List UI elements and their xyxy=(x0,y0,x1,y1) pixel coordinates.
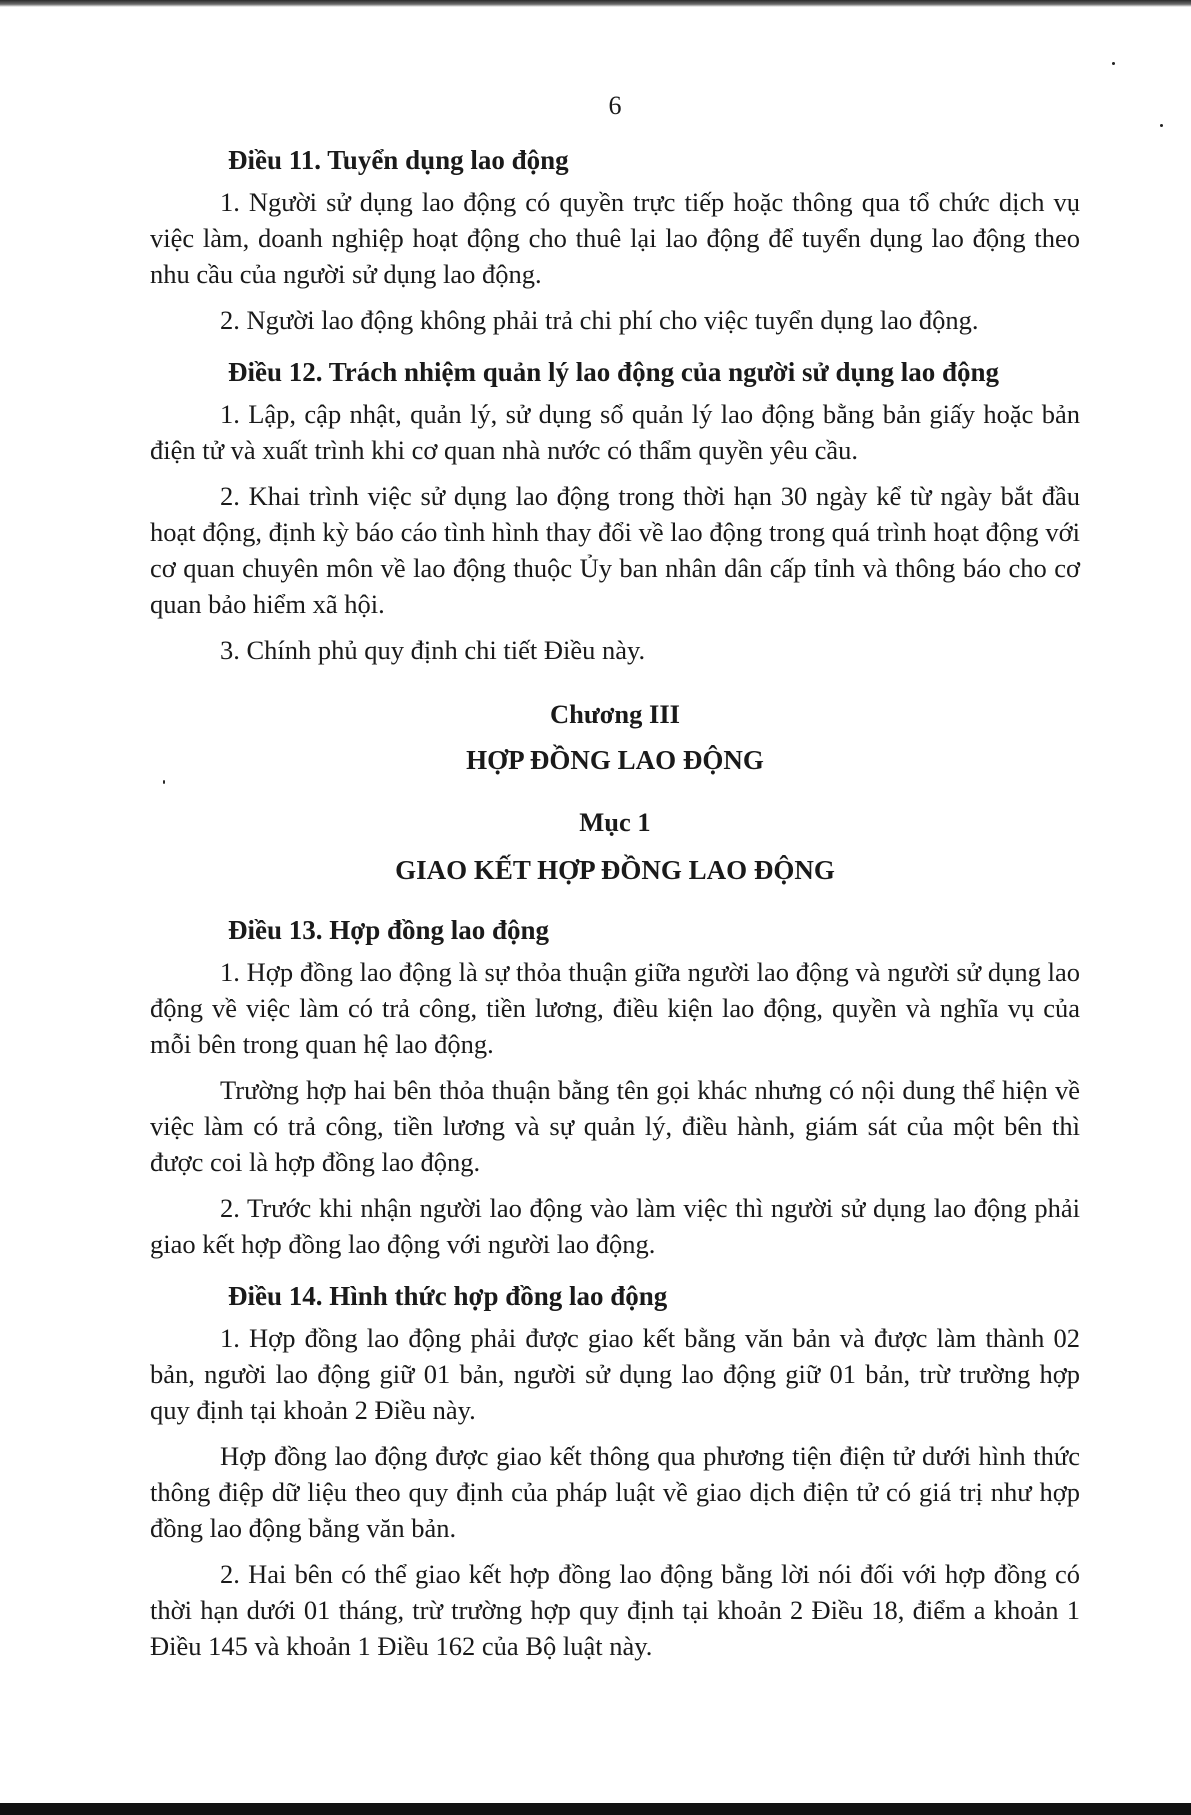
chapter-label: Chương III xyxy=(549,699,680,729)
article-11 xyxy=(150,142,1080,338)
article-title: Điều 14. Hình thức hợp đồng lao động xyxy=(228,1281,668,1311)
paragraph: 2. Người lao động không phải trả chi phí cho việc tuyển dụng lao động. xyxy=(220,305,979,335)
scan-edge-top xyxy=(0,0,1191,7)
paragraph: 1. Hợp đồng lao động phải được giao kết bằng văn bản và được làm thành 02 bản, người lao động giữ 01 bản, người sử dụng lao động giữ 01 bản, trừ trường hợp quy định tại khoản 2 Điều này. xyxy=(150,1323,1080,1425)
document-page xyxy=(150,88,1080,1674)
section-label: Mục 1 xyxy=(579,807,651,837)
paragraph: Trường hợp hai bên thỏa thuận bằng tên gọi khác nhưng có nội dung thể hiện về việc làm có trả công, tiền lương và sự quản lý, điều hành, giám sát của một bên thì được coi là hợp đồng lao động. xyxy=(150,1075,1080,1177)
article-title: Điều 12. Trách nhiệm quản lý lao động của người sử dụng lao động xyxy=(228,357,1000,387)
paragraph: 1. Người sử dụng lao động có quyền trực tiếp hoặc thông qua tổ chức dịch vụ việc làm, doanh nghiệp hoạt động cho thuê lại lao động để tuyển dụng lao động theo nhu cầu của người sử dụng lao động. xyxy=(150,187,1080,289)
section-title: GIAO KẾT HỢP ĐỒNG LAO ĐỘNG xyxy=(395,855,835,885)
article-12 xyxy=(150,354,1080,668)
scan-speck xyxy=(1112,62,1115,65)
article-14 xyxy=(150,1278,1080,1664)
article-13 xyxy=(150,912,1080,1262)
article-title: Điều 13. Hợp đồng lao động xyxy=(228,915,550,945)
paragraph: 2. Khai trình việc sử dụng lao động trong thời hạn 30 ngày kể từ ngày bắt đầu hoạt động, định kỳ báo cáo tình hình thay đổi về lao động trong quá trình hoạt động với cơ quan chuyên môn về lao động thuộc Ủy ban nhân dân cấp tỉnh và thông báo cho cơ quan bảo hiểm xã hội. xyxy=(150,481,1080,619)
paragraph: 1. Hợp đồng lao động là sự thỏa thuận giữa người lao động và người sử dụng lao động về việc làm có trả công, tiền lương, điều kiện lao động, quyền và nghĩa vụ của mỗi bên trong quan hệ lao động. xyxy=(150,957,1080,1059)
scan-edge-bottom xyxy=(0,1803,1191,1815)
scan-speck xyxy=(1160,124,1163,127)
paragraph: Hợp đồng lao động được giao kết thông qua phương tiện điện tử dưới hình thức thông điệp dữ liệu theo quy định của pháp luật về giao dịch điện tử có giá trị như hợp đồng lao động bằng văn bản. xyxy=(150,1441,1080,1543)
paragraph: 2. Hai bên có thể giao kết hợp đồng lao động bằng lời nói đối với hợp đồng có thời hạn dưới 01 tháng, trừ trường hợp quy định tại khoản 2 Điều 18, điểm a khoản 1 Điều 145 và khoản 1 Điều 162 của Bộ luật này. xyxy=(150,1559,1080,1661)
paragraph: 1. Lập, cập nhật, quản lý, sử dụng sổ quản lý lao động bằng bản giấy hoặc bản điện tử và xuất trình khi cơ quan nhà nước có thẩm quyền yêu cầu. xyxy=(150,399,1080,465)
chapter-title: HỢP ĐỒNG LAO ĐỘNG xyxy=(466,745,764,775)
paragraph: 2. Trước khi nhận người lao động vào làm việc thì người sử dụng lao động phải giao kết hợp đồng lao động với người lao động. xyxy=(150,1193,1080,1259)
article-title: Điều 11. Tuyển dụng lao động xyxy=(228,145,569,175)
paragraph: 3. Chính phủ quy định chi tiết Điều này. xyxy=(220,635,646,665)
page-number: 6 xyxy=(608,91,622,120)
